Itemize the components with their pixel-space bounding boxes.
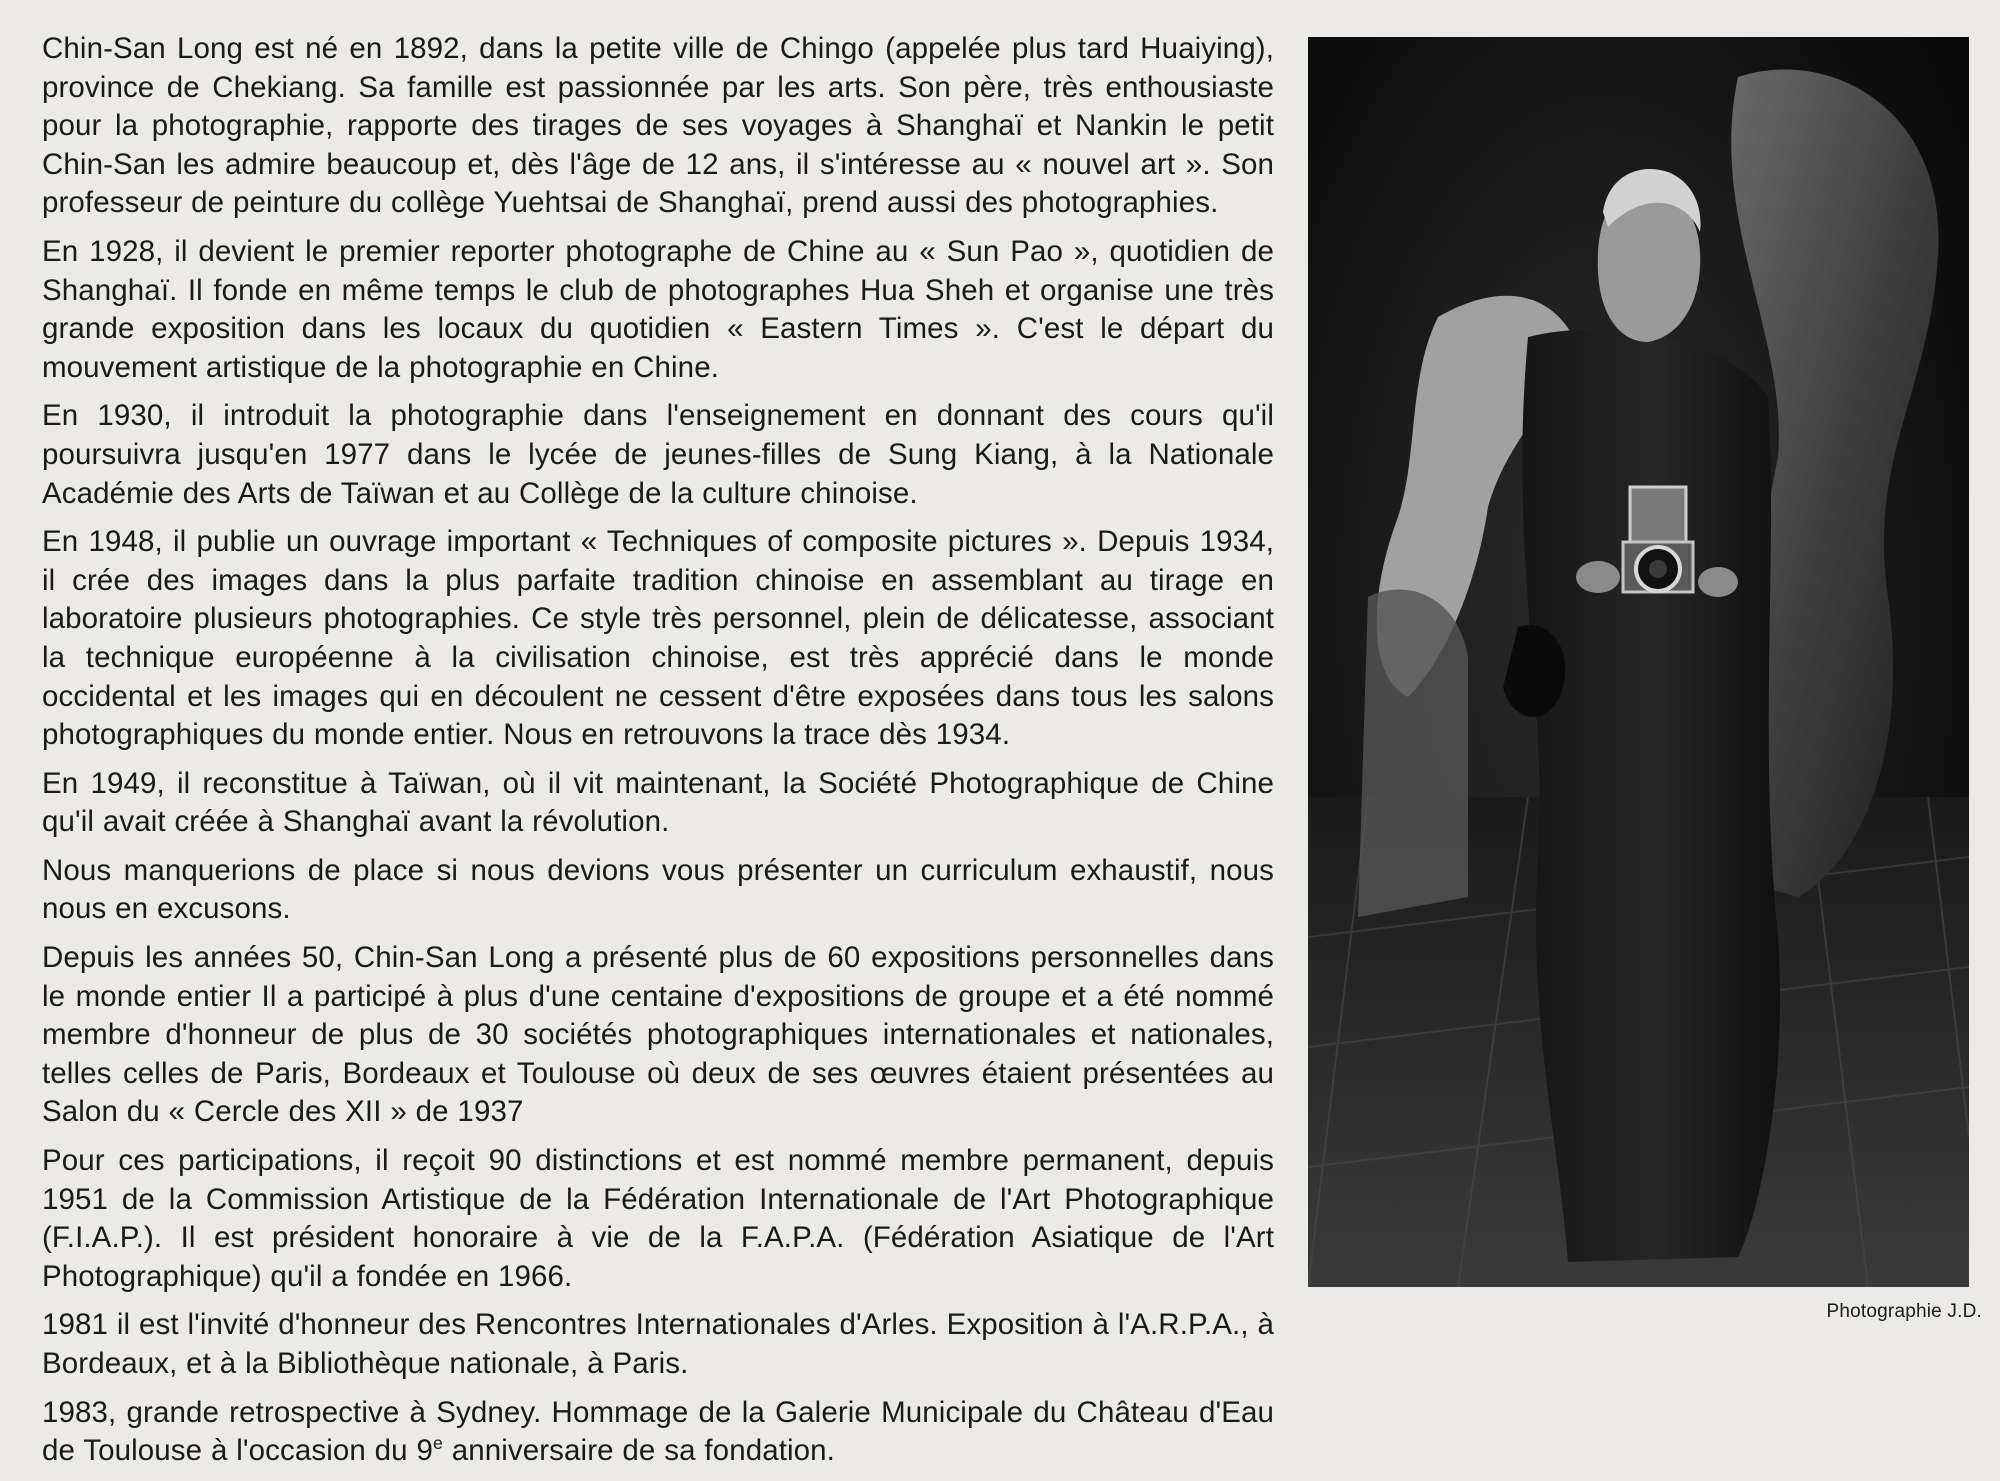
portrait-photograph [1308,37,1969,1287]
paragraph-1928: En 1928, il devient le premier reporter photographe de Chine au « Sun Pao », quotidien de Shanghaï. Il fonde en même temps le club de photographes Hua Sheh et organise une très grande exposition dans les locaux du quotidien « Eastern Times ». C'est le départ du mouvement artistique de la photographie en Chine. [42,234,1274,384]
paragraph-1948: En 1948, il publie un ouvrage important « Techniques of composite pictures ». Depuis 1934, il crée des images dans la plus parfaite tradition chinoise en assemblant au tirage en laboratoire plusieurs photographies. Ce style très personnel, plein de délicatesse, associant la technique européenne à la civilisation chinoise, est très apprécié dans le monde occidental et les images qui en découlent ne cessent d'être exposées dans tous les salons photographiques du monde entier. Nous en retrouvons la trace dès 1934. [42,525,1274,752]
paragraph-1949: En 1949, il reconstitue à Taïwan, où il vit maintenant, la Société Photographique de Chine qu'il avait créée à Shanghaï avant la révolution. [42,766,1274,839]
paragraph-1930: En 1930, il introduit la photographie dans l'enseignement en donnant des cours qu'il poursuivra jusqu'en 1977 dans le lycée de jeunes-filles de Sung Kiang, à la Nationale Académie des Arts de Taïwan et au Collège de la culture chinoise. [42,399,1274,510]
paragraph-early-life: Chin-San Long est né en 1892, dans la petite ville de Chingo (appelée plus tard Huaiying), province de Chekiang. Sa famille est passionnée par les arts. Son père, très enthousiaste pour la photographie, rapporte des tirages de ses voyages à Shanghaï et Nankin le petit Chin-San les admire beaucoup et, dès l'âge de 12 ans, il s'intéresse au « nouvel art ». Son professeur de peinture du collège Yuehtsai de Shanghaï, prend aussi des photographies. [42,32,1274,220]
photo-caption: Photographie J.D. [1826,1301,1982,1322]
paragraph-exhibitions: Depuis les années 50, Chin-San Long a présenté plus de 60 expositions personnelles dans le monde entier Il a participé à plus d'une centaine d'expositions de groupe et a été nommé membre d'honneur de plus de 30 sociétés photographiques internationales et nationales, telles celles de Paris, Bordeaux et Toulouse où deux de ses œuvres étaient présentées au Salon du « Cercle des XII » de 1937 [42,941,1274,1129]
paragraph-curriculum: Nous manquerions de place si nous devions vous présenter un curriculum exhaustif, nous nous en excusons. [42,853,1274,926]
ordinal-superscript: e [433,1433,443,1454]
article-text [42,30,1274,1481]
paragraph-1983 [42,1394,1274,1471]
paragraph-1981: 1981 il est l'invité d'honneur des Rencontres Internationales d'Arles. Exposition à l'A.R.P.A., à Bordeaux, et à la Bibliothèque nationale, à Paris. [42,1308,1274,1380]
photographer-portrait-illustration [1308,37,1969,1287]
paragraph-1983-text-end: anniversaire de sa fondation. [442,1434,835,1468]
paragraph-1983-text: 1983, grande retrospective à Sydney. Hommage de la Galerie Municipale du Château d'Eau de Toulouse à l'occasion du 9 [42,1395,1274,1468]
paragraph-distinctions: Pour ces participations, il reçoit 90 distinctions et est nommé membre permanent, depuis 1951 de la Commission Artistique de la Fédération Internationale de l'Art Photographique (F.I.A.P.). Il est président honoraire à vie de la F.A.P.A. (Fédération Asiatique de l'Art Photographique) qu'il a fondée en 1966. [42,1144,1274,1293]
